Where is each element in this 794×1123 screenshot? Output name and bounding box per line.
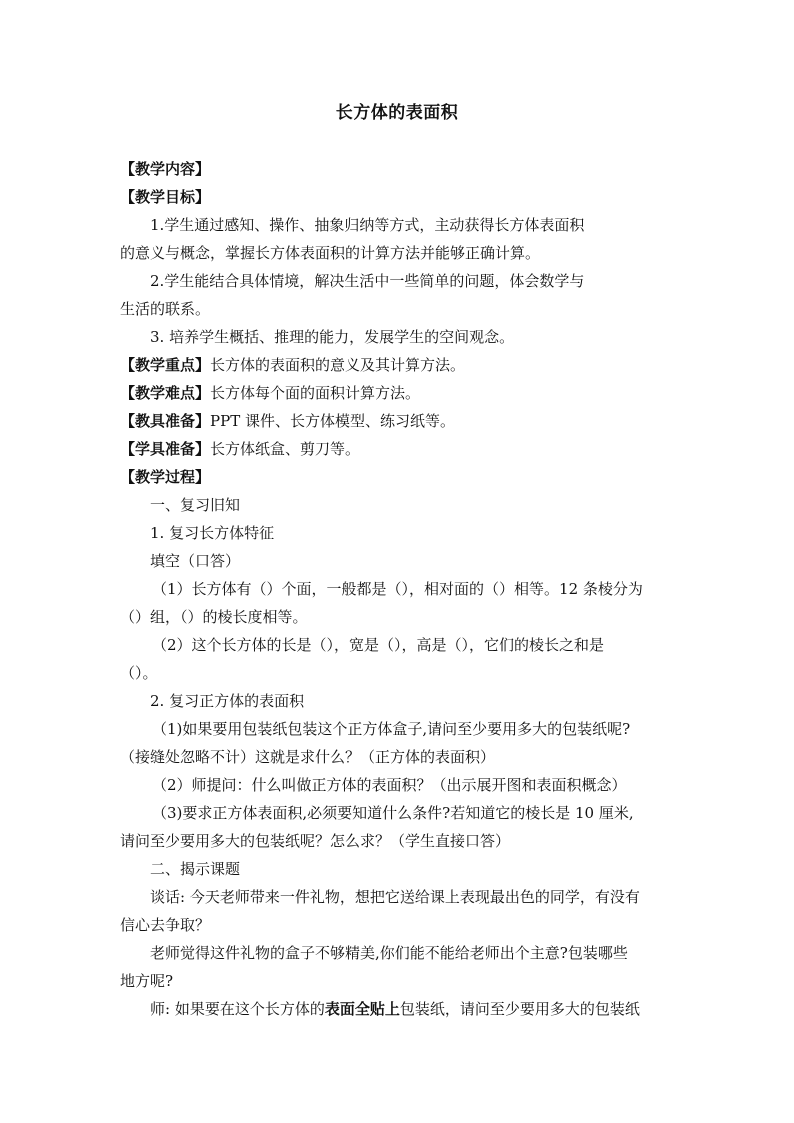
- question-1-line-1: （1）长方体有（）个面，一般都是（），相对面的（）相等。12 条棱分为: [152, 580, 643, 598]
- objective-1-line-1: 1.学生通过感知、操作、抽象归纳等方式，主动获得长方体表面积: [150, 216, 585, 234]
- teacher-question-line: [150, 999, 640, 1019]
- question-1-line-2: （）组，（）的棱长度相等。: [120, 608, 308, 626]
- question-2-line-2: （）。: [120, 664, 158, 682]
- objective-2-line-1: 2.学生能结合具体情境，解决生活中一些简单的问题，体会数学与: [150, 272, 585, 290]
- teaching-aids-text: PPT 课件、长方体模型、练习纸等。: [210, 412, 455, 430]
- difficulty-text: 长方体每个面的面积计算方法。: [210, 384, 421, 402]
- difficulty-heading: 【教学难点】: [120, 384, 211, 402]
- teaching-aids-heading: 【教具准备】: [120, 412, 211, 430]
- teacher-remark-line-1: 老师觉得这件礼物的盒子不够精美,你们能不能给老师出个主意?包装哪些: [150, 944, 628, 962]
- cube-question-1-line-2: （接缝处忽略不计）这就是求什么？（正方体的表面积）: [120, 748, 496, 766]
- key-point-line: [120, 355, 465, 375]
- talk-line-2: 信心去争取？: [120, 916, 211, 934]
- section-heading-content: 【教学内容】: [120, 160, 211, 178]
- page-title: 长方体的表面积: [335, 103, 459, 123]
- cube-question-2: （2）师提问：什么叫做正方体的表面积？（出示展开图和表面积概念）: [152, 776, 627, 794]
- section-heading-process: 【教学过程】: [120, 468, 211, 486]
- student-aids-text: 长方体纸盒、剪刀等。: [210, 440, 361, 458]
- teacher-question-part-2: 包装纸，请问至少要用多大的包装纸: [399, 1000, 640, 1018]
- part-1-heading: 一、复习旧知: [150, 496, 241, 514]
- cube-question-3-line-2: 请问至少要用多大的包装纸呢？怎么求？（学生直接口答）: [120, 832, 511, 850]
- cube-question-3-line-1: （3)要求正方体表面积,必须要知道什么条件?若知道它的棱长是 10 厘米,: [152, 804, 634, 822]
- student-aids-line: [120, 439, 360, 459]
- part-2-heading: 二、揭示课题: [150, 860, 241, 878]
- objective-3: 3. 培养学生概括、推理的能力，发展学生的空间观念。: [150, 328, 515, 346]
- teacher-remark-line-2: 地方呢?: [120, 972, 174, 990]
- objective-1-line-2: 的意义与概念，掌握长方体表面积的计算方法并能够正确计算。: [120, 244, 541, 262]
- review-1-heading: 1. 复习长方体特征: [150, 524, 275, 542]
- review-2-heading: 2. 复习正方体的表面积: [150, 692, 305, 710]
- question-2-line-1: （2）这个长方体的长是（），宽是（），高是（），它们的棱长之和是: [152, 636, 605, 654]
- objective-2-line-2: 生活的联系。: [120, 300, 211, 318]
- section-heading-objectives: 【教学目标】: [120, 188, 211, 206]
- teacher-question-part-1: 师: 如果要在这个长方体的: [150, 1000, 325, 1018]
- teacher-question-emphasis: 表面全贴上: [324, 1000, 400, 1018]
- difficulty-line: [120, 383, 420, 403]
- key-point-heading: 【教学重点】: [120, 356, 211, 374]
- student-aids-heading: 【学具准备】: [120, 440, 211, 458]
- cube-question-1-line-1: （1)如果要用包装纸包装这个正方体盒子,请问至少要用多大的包装纸呢?: [152, 720, 631, 738]
- teaching-aids-line: [120, 411, 455, 431]
- fill-blank-heading: 填空（口答）: [150, 552, 241, 570]
- talk-line-1: 谈话: 今天老师带来一件礼物，想把它送给课上表现最出色的同学，有没有: [150, 888, 640, 906]
- key-point-text: 长方体的表面积的意义及其计算方法。: [210, 356, 466, 374]
